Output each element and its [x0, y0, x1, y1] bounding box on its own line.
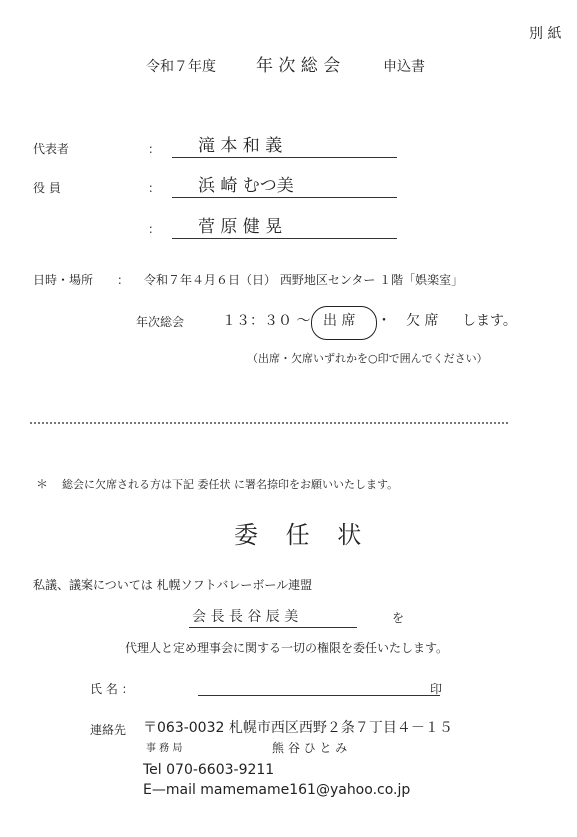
contact-label: 連絡先	[90, 723, 127, 737]
seal-mark: 印	[430, 682, 443, 696]
datetime-label: 日時・場所	[33, 273, 94, 287]
delegate-suffix: を	[392, 611, 405, 625]
rep-label: 代表者	[33, 142, 70, 156]
officer-label: 役 員	[33, 181, 61, 195]
rep-colon: ：	[148, 142, 161, 156]
officer-colon-2: ：	[148, 222, 161, 236]
rep-name: 滝 本 和 義	[198, 136, 283, 156]
header-year: 令和７年度	[146, 59, 216, 75]
delegate-name: 会 長 長 谷 辰 美	[192, 609, 299, 625]
absent-option: 欠 席	[406, 313, 439, 329]
officer-name-1: 浜 崎 むつ美	[198, 176, 294, 196]
notice-asterisk: ＊	[36, 477, 49, 491]
office-label: 事 務 局	[146, 743, 183, 754]
officer-colon-1: ：	[148, 181, 161, 195]
contact-email: E—mail mamemame161@yahoo.co.jp	[143, 782, 411, 798]
officer-name-2: 菅 原 健 晃	[198, 217, 283, 237]
office-person: 熊 谷 ひ と み	[272, 741, 348, 755]
proxy-line-2: 代理人と定め理事会に関する一切の権限を委任いたします。	[125, 641, 449, 655]
proxy-line-1: 私議、議案については 札幌ソフトバレーボール連盟	[33, 578, 313, 592]
officer-underline-1	[172, 197, 397, 198]
proxy-title: 委 任 状	[234, 521, 372, 549]
officer-underline-2	[172, 238, 397, 239]
rep-underline	[172, 157, 397, 158]
contact-address: 〒063-0032 札幌市西区西野２条７丁目４－１５	[143, 720, 453, 736]
signature-line	[198, 695, 440, 696]
name-label: 氏 名 ：	[90, 682, 134, 696]
page-title: 年 次 総 会	[256, 56, 341, 76]
proxy-notice-text: 総会に欠席される方は下記 委任状 に署名捺印をお願いいたします。	[62, 478, 399, 491]
meeting-label: 年次総会	[136, 315, 185, 329]
attendance-note: （出席・欠席いずれかを○印で囲んでください）	[247, 352, 488, 365]
meeting-time: １３：３０ ～	[222, 313, 311, 329]
attachment-label: 別 紙	[529, 26, 562, 42]
delegate-underline	[189, 627, 357, 628]
cut-line-divider	[30, 422, 508, 424]
option-separator: ・	[377, 313, 391, 329]
datetime-value: 令和７年４月６日（日） 西野地区センター １階「娯楽室」	[144, 273, 464, 287]
attend-option: 出 席	[323, 313, 356, 329]
datetime-colon: ：	[117, 273, 130, 287]
attendance-suffix: します。	[462, 313, 517, 329]
contact-tel: Tel 070-6603-9211	[143, 762, 275, 778]
header-form-label: 申込書	[383, 59, 425, 75]
